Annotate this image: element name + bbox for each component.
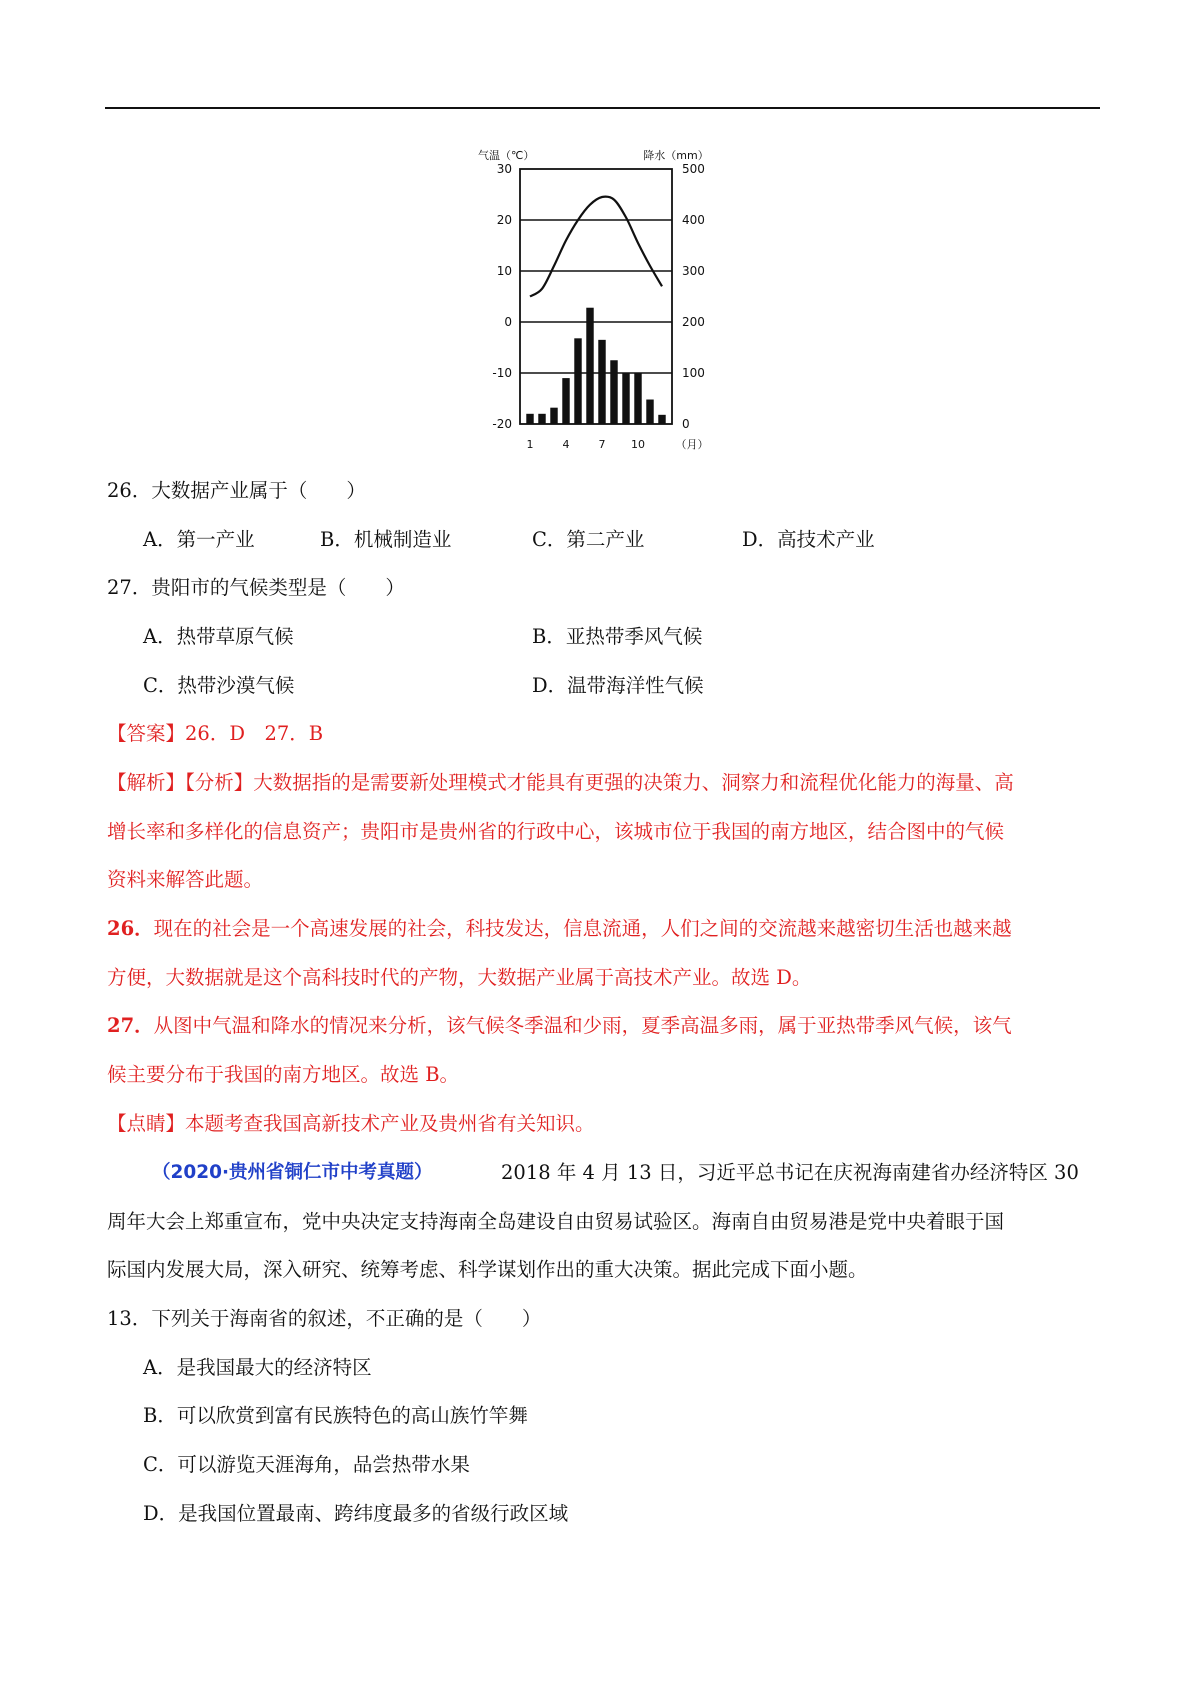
right-tick-label: 200	[682, 315, 705, 329]
precipitation-bar	[646, 400, 653, 424]
q27-option-c[interactable]: C．热带沙漠气候	[143, 674, 295, 697]
analysis-text-1: 大数据指的是需要新处理模式才能具有更强的决策力、洞察力和流程优化能力的海量、高	[253, 771, 1014, 794]
q26-option-d[interactable]: D．高技术产业	[742, 528, 875, 551]
comment-line	[107, 1110, 595, 1138]
left-tick-label: 10	[496, 264, 512, 278]
gridlines	[520, 220, 672, 373]
passage-line-3: 际国内发展大局，深入研究、统筹考虑、科学谋划作出的重大决策。据此完成下面小题。	[107, 1258, 868, 1281]
q27-option-b[interactable]: B．亚热带季风气候	[532, 625, 703, 648]
explanation-26-number: 26．	[107, 917, 154, 940]
q13-option-c[interactable]: C．可以游览天涯海角，品尝热带水果	[143, 1453, 470, 1476]
analysis-line-1	[107, 769, 1014, 797]
x-tick-labels	[527, 438, 646, 451]
x-axis-unit: （月）	[675, 438, 709, 451]
precipitation-bar	[610, 360, 617, 424]
explanation-26-text-1: 现在的社会是一个高速发展的社会，科技发达，信息流通，人们之间的交流越来越密切生活也越来越	[153, 917, 1012, 940]
x-tick-label: 10	[631, 438, 645, 451]
temperature-line	[530, 197, 662, 297]
x-tick-label: 4	[562, 438, 570, 451]
q27-option-d[interactable]: D．温带海洋性气候	[532, 674, 704, 697]
left-tick-label: -10	[492, 366, 512, 380]
precipitation-bar	[562, 378, 569, 424]
passage-source: （2020·贵州省铜仁市中考真题）	[152, 1162, 433, 1183]
precipitation-bar	[634, 373, 641, 424]
q26-option-c[interactable]: C．第二产业	[532, 528, 645, 551]
right-tick-label: 500	[682, 162, 705, 176]
left-tick-label: -20	[492, 417, 512, 431]
left-tick-label: 0	[504, 315, 512, 329]
precipitation-bar	[598, 340, 605, 424]
precipitation-bar	[586, 308, 593, 424]
precipitation-bar	[574, 338, 581, 424]
left-tick-labels	[492, 162, 512, 431]
comment-text: 本题考查我国高新技术产业及贵州省有关知识。	[185, 1112, 595, 1135]
q13-option-a[interactable]: A．是我国最大的经济特区	[143, 1356, 372, 1379]
q26-option-b[interactable]: B．机械制造业	[320, 528, 452, 551]
q27-stem: 27．贵阳市的气候类型是（ ）	[107, 576, 405, 599]
right-tick-label: 0	[682, 417, 690, 431]
q13-option-b[interactable]: B．可以欣赏到富有民族特色的高山族竹竿舞	[143, 1404, 528, 1427]
right-tick-label: 400	[682, 213, 705, 227]
left-tick-label: 20	[496, 213, 512, 227]
answer-line	[107, 720, 323, 748]
right-tick-label: 300	[682, 264, 705, 278]
comment-tag: 【点睛】	[107, 1112, 186, 1135]
precipitation-bars	[526, 308, 665, 424]
answer-text: 26．D 27．B	[185, 722, 324, 745]
plot-frame	[520, 169, 672, 424]
passage-line-2: 周年大会上郑重宣布，党中央决定支持海南全岛建设自由贸易试验区。海南自由贸易港是党中央着眼于国	[107, 1210, 1005, 1233]
left-tick-label: 30	[496, 162, 512, 176]
q26-stem: 26．大数据产业属于（ ）	[107, 479, 366, 502]
analysis-line-3: 资料来解答此题。	[107, 868, 264, 891]
explanation-27-line-1	[107, 1012, 1012, 1040]
analysis-tag: 【解析】【分析】	[107, 771, 254, 794]
right-axis-title: 降水（mm）	[643, 149, 709, 162]
q13-option-d[interactable]: D．是我国位置最南、跨纬度最多的省级行政区域	[143, 1502, 569, 1525]
x-tick-label: 1	[526, 438, 534, 451]
precipitation-bar	[550, 408, 557, 424]
precipitation-bar	[658, 415, 665, 424]
precipitation-bar	[526, 414, 533, 424]
passage-line-1: 2018 年 4 月 13 日，习近平总书记在庆祝海南建省办经济特区 30	[501, 1161, 1079, 1184]
precipitation-bar	[622, 373, 629, 424]
precipitation-bar	[538, 414, 545, 424]
right-tick-label: 100	[682, 366, 705, 380]
analysis-line-2: 增长率和多样化的信息资产；贵阳市是贵州省的行政中心，该城市位于我国的南方地区，结合图中的气候	[107, 820, 1005, 843]
explanation-26-line-1	[107, 915, 1012, 943]
x-tick-label: 7	[598, 438, 606, 451]
q27-option-a[interactable]: A．热带草原气候	[143, 625, 294, 648]
q13-stem: 13．下列关于海南省的叙述，不正确的是（ ）	[107, 1307, 542, 1330]
right-tick-labels	[682, 162, 705, 431]
explanation-27-number: 27．	[107, 1014, 154, 1037]
left-axis-title: 气温（℃）	[478, 149, 535, 162]
explanation-27-line-2: 候主要分布于我国的南方地区。故选 B。	[107, 1063, 460, 1086]
explanation-26-line-2: 方便，大数据就是这个高科技时代的产物，大数据产业属于高技术产业。故选 D。	[107, 966, 812, 989]
answer-tag: 【答案】	[107, 722, 186, 745]
climate-chart	[470, 147, 740, 465]
header-rule	[105, 107, 1100, 109]
q26-option-a[interactable]: A．第一产业	[143, 528, 255, 551]
explanation-27-text-1: 从图中气温和降水的情况来分析，该气候冬季温和少雨，夏季高温多雨，属于亚热带季风气候，该气	[153, 1014, 1012, 1037]
